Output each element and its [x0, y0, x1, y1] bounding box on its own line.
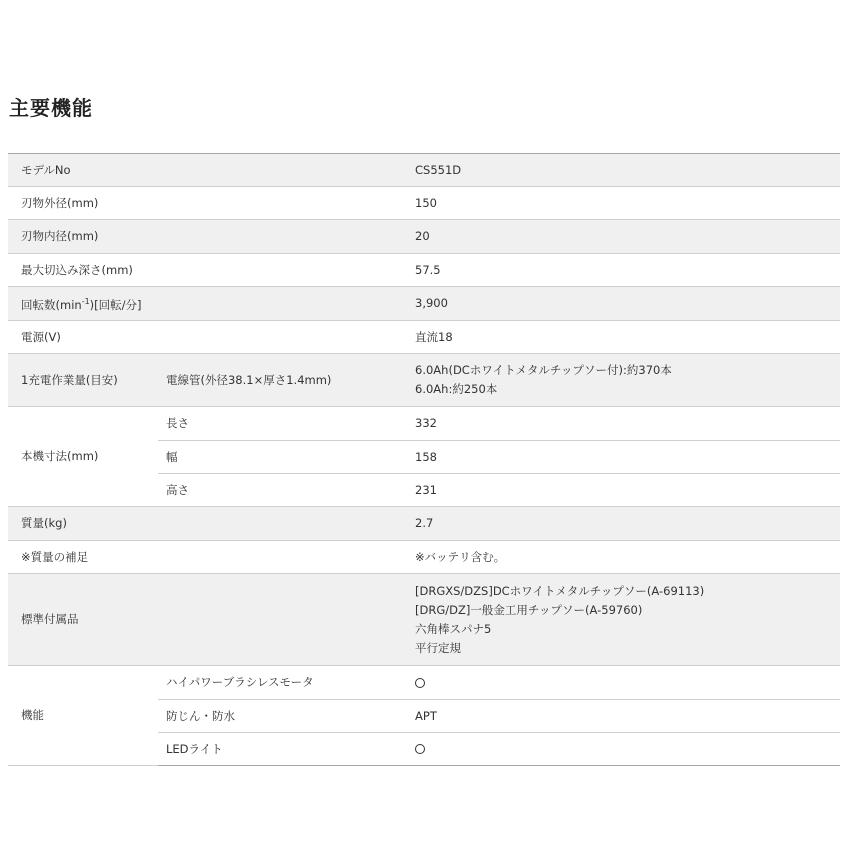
row-value: [409, 733, 840, 766]
row-value: 150: [409, 187, 840, 220]
row-label: 電源(V): [8, 321, 409, 354]
row-sublabel: 防じん・防水: [158, 700, 409, 733]
row-value: 57.5: [409, 254, 840, 287]
table-row: [8, 220, 840, 254]
page-title: 主要機能: [9, 96, 93, 120]
row-sublabel: 電線管(外径38.1×厚さ1.4mm): [158, 354, 409, 407]
row-value: 332: [409, 407, 840, 441]
row-label: 標準付属品: [8, 574, 409, 666]
row-value: [409, 354, 840, 407]
table-row: [8, 321, 840, 354]
row-value: 231: [409, 474, 840, 507]
row-sublabel: LEDライト: [158, 733, 409, 766]
table-row: [8, 574, 840, 666]
accessory-line: [DRGXS/DZS]DCホワイトメタルチップソー(A-69113): [415, 583, 705, 598]
row-sublabel: ハイパワーブラシレスモータ: [158, 666, 409, 700]
circle-mark-icon: [415, 744, 425, 754]
row-label: [8, 287, 409, 321]
row-sublabel: 長さ: [158, 407, 409, 441]
accessory-line: [DRG/DZ]一般金工用チップソー(A-59760): [415, 602, 643, 617]
row-value: CS551D: [409, 154, 840, 187]
spec-table: [8, 153, 840, 766]
speed-label-suffix: )[回転/分]: [89, 297, 142, 312]
table-row: [8, 254, 840, 287]
row-label: 機能: [8, 666, 158, 766]
row-value: ※バッテリ含む。: [409, 541, 840, 574]
table-row: [8, 407, 840, 441]
speed-label-prefix: 回転数(min: [21, 297, 82, 312]
row-value: [409, 666, 840, 700]
row-label: 最大切込み深さ(mm): [8, 254, 409, 287]
row-label: 本機寸法(mm): [8, 407, 158, 507]
table-row: [8, 154, 840, 187]
row-label: 刃物外径(mm): [8, 187, 409, 220]
table-row: [8, 666, 840, 700]
table-row: [8, 187, 840, 220]
speed-label-sup: -1: [81, 297, 90, 307]
row-label: ※質量の補足: [8, 541, 409, 574]
table-row: [8, 354, 840, 407]
table-row: [8, 507, 840, 541]
row-value: 158: [409, 441, 840, 474]
row-value: APT: [409, 700, 840, 733]
workload-line: 6.0Ah(DCホワイトメタルチップソー付):約370本: [415, 363, 672, 377]
workload-line: 6.0Ah:約250本: [415, 382, 498, 396]
row-value: 3,900: [409, 287, 840, 321]
row-label: 質量(kg): [8, 507, 409, 541]
row-label: 1充電作業量(目安): [8, 354, 158, 407]
accessory-line: 六角棒スパナ5: [415, 621, 492, 636]
row-value: 直流18: [409, 321, 840, 354]
row-value: 20: [409, 220, 840, 254]
row-label: モデルNo: [8, 154, 409, 187]
row-value: [409, 574, 840, 666]
row-value: 2.7: [409, 507, 840, 541]
table-row: [8, 287, 840, 321]
circle-mark-icon: [415, 678, 425, 688]
table-row: [8, 541, 840, 574]
row-sublabel: 高さ: [158, 474, 409, 507]
row-label: 刃物内径(mm): [8, 220, 409, 254]
row-sublabel: 幅: [158, 441, 409, 474]
accessory-line: 平行定規: [415, 640, 462, 655]
